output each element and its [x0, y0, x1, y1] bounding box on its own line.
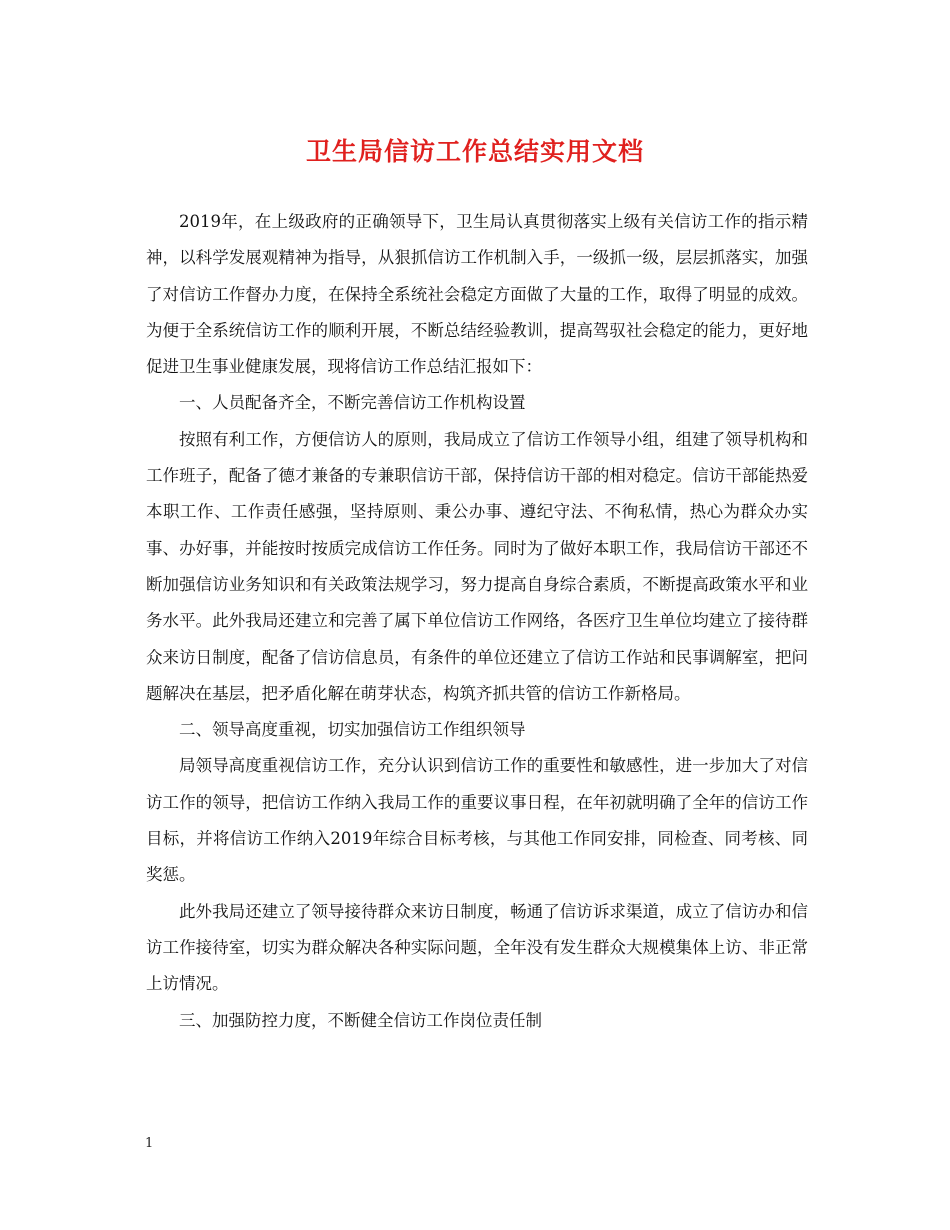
section-1-paragraph: 按照有利工作，方便信访人的原则，我局成立了信访工作领导小组，组建了领导机构和工作班子，配备了德才兼备的专兼职信访干部，保持信访干部的相对稳定。信访干部能热爱本职工作、工作责任感强，坚持原则、秉公办事、遵纪守法、不徇私情，热心为群众办实事、办好事，并能按时按质完成信访工作任务。同时为了做好本职工作，我局信访干部还不断加强信访业务知识和有关政策法规学习，努力提高自身综合素质，不断提高政策水平和业务水平。此外我局还建立和完善了属下单位信访工作网络，各医疗卫生单位均建立了接待群众来访日制度，配备了信访信息员，有条件的单位还建立了信访工作站和民事调解室，把问题解决在基层，把矛盾化解在萌芽状态，构筑齐抓共管的信访工作新格局。: [146, 429, 808, 703]
section-heading-2: 二、领导高度重视，切实加强信访工作组织领导: [179, 720, 526, 740]
document-title: 卫生局信访工作总结实用文档: [305, 137, 644, 166]
page-number: 1: [145, 1136, 154, 1151]
intro-paragraph: 2019年，在上级政府的正确领导下，卫生局认真贯彻落实上级有关信访工作的指示精神，以科学发展观精神为指导，从狠抓信访工作机制入手，一级抓一级，层层抓落实，加强了对信访工作督办力度，在保持全系统社会稳定方面做了大量的工作，取得了明显的成效。为便于全系统信访工作的顺利开展，不断总结经验教训，提高驾驭社会稳定的能力，更好地促进卫生事业健康发展，现将信访工作总结汇报如下：: [146, 212, 808, 377]
document-body: [146, 204, 808, 1039]
section-2-paragraph-2: 此外我局还建立了领导接待群众来访日制度，畅通了信访诉求渠道，成立了信访办和信访工作接待室，切实为群众解决各种实际问题，全年没有发生群众大规模集体上访、非正常上访情况。: [146, 901, 808, 994]
section-2-paragraph-1: 局领导高度重视信访工作，充分认识到信访工作的重要性和敏感性，进一步加大了对信访工作的领导，把信访工作纳入我局工作的重要议事日程，在年初就明确了全年的信访工作目标，并将信访工作纳入2019年综合目标考核，与其他工作同安排，同检查、同考核、同奖惩。: [146, 756, 808, 885]
section-heading-1: 一、人员配备齐全，不断完善信访工作机构设置: [179, 393, 526, 413]
section-heading-3: 三、加强防控力度，不断健全信访工作岗位责任制: [179, 1010, 542, 1030]
